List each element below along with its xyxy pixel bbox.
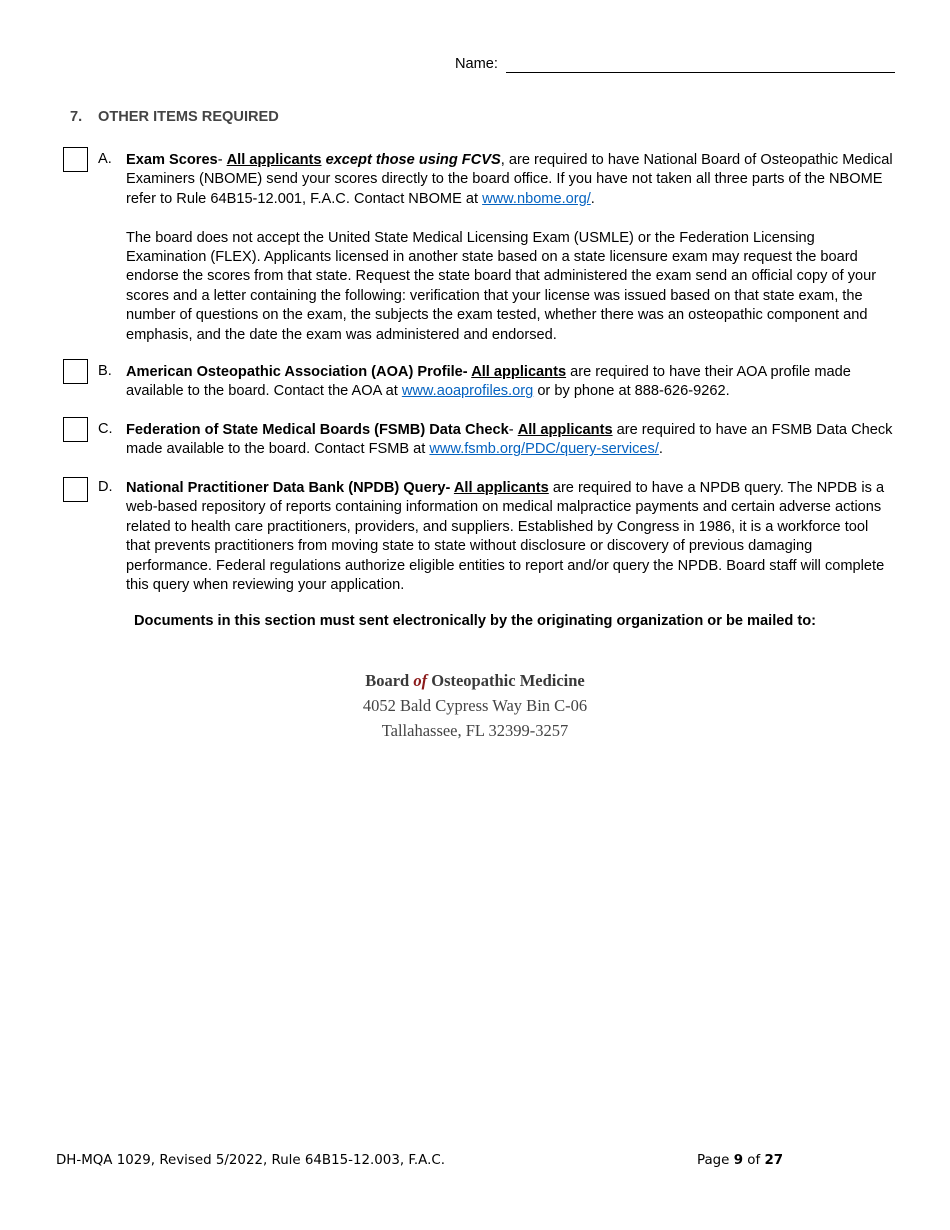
all-applicants: All applicants — [517, 422, 613, 438]
board-name: Board of Osteopathic Medicine — [365, 671, 585, 690]
mailing-address — [0, 668, 950, 743]
address-street: 4052 Bald Cypress Way Bin C-06 — [362, 696, 588, 715]
item-fsmb-data-check: Federation of State Medical Boards (FSMB) Data Check- All applicants are required to have an FSMB Data Check made available to the board. Contact FSMB at www.fsmb.org/PDC/query-services/. — [126, 422, 893, 458]
name-field[interactable] — [455, 55, 895, 77]
all-applicants: All applicants — [453, 480, 549, 496]
checkbox-exam-scores[interactable] — [63, 147, 88, 172]
documents-mailing-note: Documents in this section must sent electronically by the originating organization or be mailed to: — [134, 613, 816, 629]
name-underline[interactable] — [506, 72, 895, 73]
all-applicants: All applicants — [471, 364, 567, 380]
checkbox-aoa-profile[interactable] — [63, 359, 88, 384]
aoa-link[interactable]: www.aoaprofiles.org — [401, 383, 534, 400]
item-title: American Osteopathic Association (AOA) Profile- — [126, 364, 472, 380]
item-exam-scores-para1: Exam Scores- All applicants except those using FCVS, are required to have National Board of Osteopathic Medical Examiners (NBOME) send your scores directly to the board office. If you have not taken all three parts of the NBOME refer to Rule 64B15-12.001, F.A.C. Contact NBOME at www.nbome.org/. — [126, 152, 893, 207]
item-exam-scores-para2: The board does not accept the United State Medical Licensing Exam (USMLE) or the Federation Licensing Examination (FLEX). Applicants licensed in another state based on a state licensure exam may request the board endorse the scores from that state. Request the state board that administered the exam send an official copy of your scores and a letter containing the following: verification that your license was issued based on that state exam, the number of questions on the exam, the subjects the exam tested, whether there was an osteopathic component and emphasis, and the date the exam was administered and endorsed. — [126, 229, 877, 343]
fsmb-link[interactable]: www.fsmb.org/PDC/query-services/ — [429, 441, 659, 458]
address-city: Tallahassee, FL 32399-3257 — [381, 721, 569, 740]
item-letter-d: D. — [98, 479, 113, 495]
item-exam-scores — [126, 151, 896, 345]
except-fcvs: except those using FCVS — [325, 152, 501, 168]
page-number: Page 9 of 27 — [697, 1153, 784, 1168]
nbome-link[interactable]: www.nbome.org/ — [482, 190, 591, 207]
item-letter-b: B. — [98, 363, 112, 379]
form-id: DH-MQA 1029, Revised 5/2022, Rule 64B15-12.003, F.A.C. — [56, 1153, 445, 1168]
section-heading — [70, 109, 279, 125]
section-title: OTHER ITEMS REQUIRED — [98, 109, 279, 125]
section-number: 7. — [70, 109, 83, 125]
item-aoa-profile: American Osteopathic Association (AOA) Profile- All applicants are required to have their AOA profile made available to the board. Contact the AOA at www.aoaprofiles.org or by phone at 888-626-9262. — [126, 364, 851, 400]
name-label: Name: — [455, 56, 498, 72]
item-title: National Practitioner Data Bank (NPDB) Query- — [126, 480, 454, 496]
all-applicants: All applicants — [226, 152, 322, 168]
item-letter-c: C. — [98, 421, 113, 437]
checkbox-fsmb-data-check[interactable] — [63, 417, 88, 442]
checkbox-npdb-query[interactable] — [63, 477, 88, 502]
item-title: Exam Scores — [126, 152, 218, 168]
item-title: Federation of State Medical Boards (FSMB) Data Check — [126, 422, 509, 438]
item-letter-a: A. — [98, 151, 112, 167]
item-npdb-query: National Practitioner Data Bank (NPDB) Query- All applicants are required to have a NPDB query. The NPDB is a web-based repository of reports containing information on medical malpractice payments and certain adverse actions related to health care practitioners, providers, and suppliers. Established by Congress in 1986, it is a workforce tool that prevents practitioners from moving state to state without disclosure or discovery of previous damaging performance. Federal regulations authorize eligible entities to report and/or query the NPDB. Board staff will complete this query when reviewing your application. — [126, 480, 885, 594]
